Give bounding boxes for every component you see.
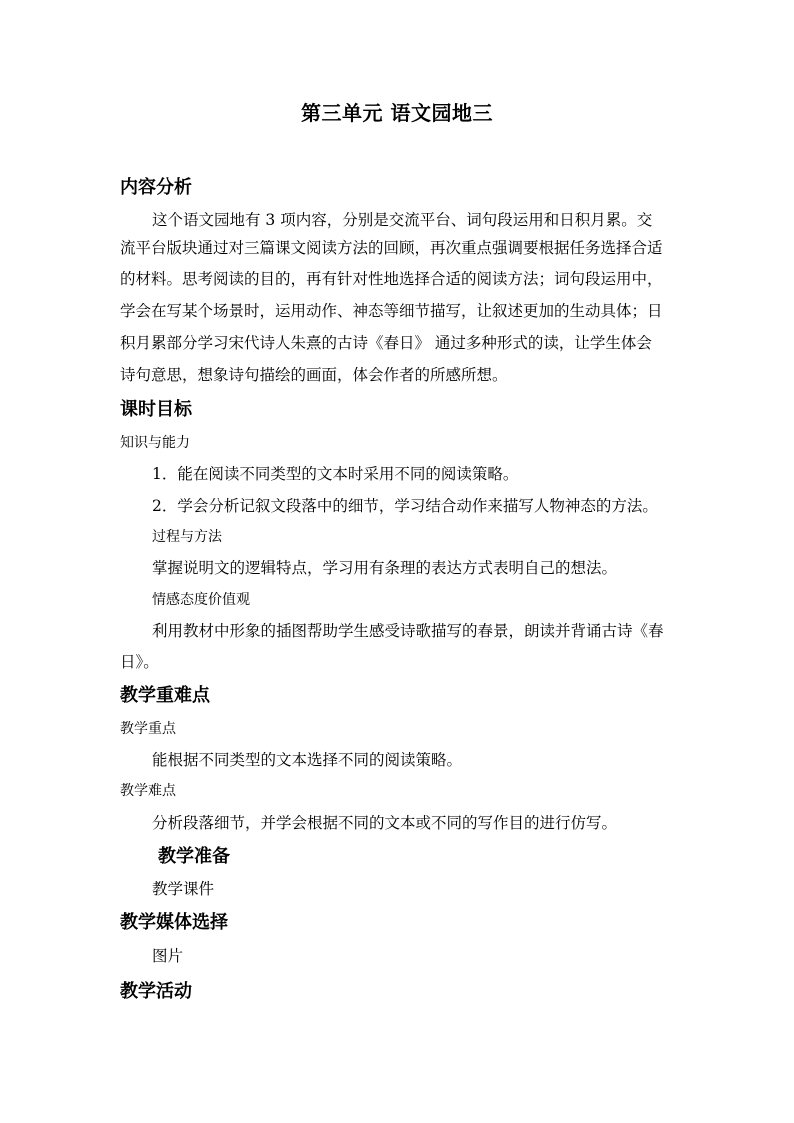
- emotion-text-line: 日》。: [120, 653, 159, 671]
- section-heading-objectives: 课时目标: [120, 399, 192, 420]
- paragraph-line: 的材料。思考阅读的目的，再有针对性地选择合适的阅读方法；词句段运用中，: [120, 270, 663, 288]
- paragraph-line: 学会在写某个场景时，运用动作、神态等细节描写，让叙述更加的生动具体；日: [120, 302, 663, 320]
- section-heading-media: 教学媒体选择: [120, 912, 228, 933]
- subheading-difficulty: 教学难点: [120, 783, 176, 799]
- subheading-process: 过程与方法: [152, 529, 222, 545]
- section-heading-key-points: 教学重难点: [120, 685, 210, 706]
- document-title: 第三单元 语文园地三: [301, 101, 493, 125]
- preparation-text: 教学课件: [152, 880, 215, 898]
- subheading-knowledge: 知识与能力: [120, 435, 190, 451]
- subheading-emotion: 情感态度价值观: [152, 592, 250, 608]
- focus-text: 能根据不同类型的文本选择不同的阅读策略。: [152, 751, 463, 769]
- media-text: 图片: [152, 947, 184, 965]
- emotion-text-line: 利用教材中形象的插图帮助学生感受诗歌描写的春景，朗读并背诵古诗《春: [152, 622, 664, 640]
- section-heading-preparation: 教学准备: [158, 846, 230, 867]
- objective-item: 1．能在阅读不同类型的文本时采用不同的阅读策略。: [152, 465, 519, 483]
- paragraph-line: 流平台版块通过对三篇课文阅读方法的回顾，再次重点强调要根据任务选择合适: [120, 239, 663, 257]
- paragraph-line: 积月累部分学习宋代诗人朱熹的古诗《春日》 通过多种形式的读，让学生体会: [120, 334, 652, 352]
- section-heading-activities: 教学活动: [120, 981, 192, 1002]
- section-heading-content-analysis: 内容分析: [120, 177, 192, 198]
- process-text: 掌握说明文的逻辑特点，学习用有条理的表达方式表明自己的想法。: [152, 559, 618, 577]
- paragraph-line: 诗句意思，想象诗句描绘的画面，体会作者的所感所想。: [120, 366, 508, 384]
- difficulty-text: 分析段落细节，并学会根据不同的文本或不同的写作目的进行仿写。: [152, 814, 618, 832]
- subheading-focus: 教学重点: [120, 721, 176, 737]
- paragraph-line: 这个语文园地有 3 项内容，分别是交流平台、词句段运用和日积月累。交: [152, 211, 653, 229]
- objective-item: 2．学会分析记叙文段落中的细节，学习结合动作来描写人物神态的方法。: [152, 497, 658, 515]
